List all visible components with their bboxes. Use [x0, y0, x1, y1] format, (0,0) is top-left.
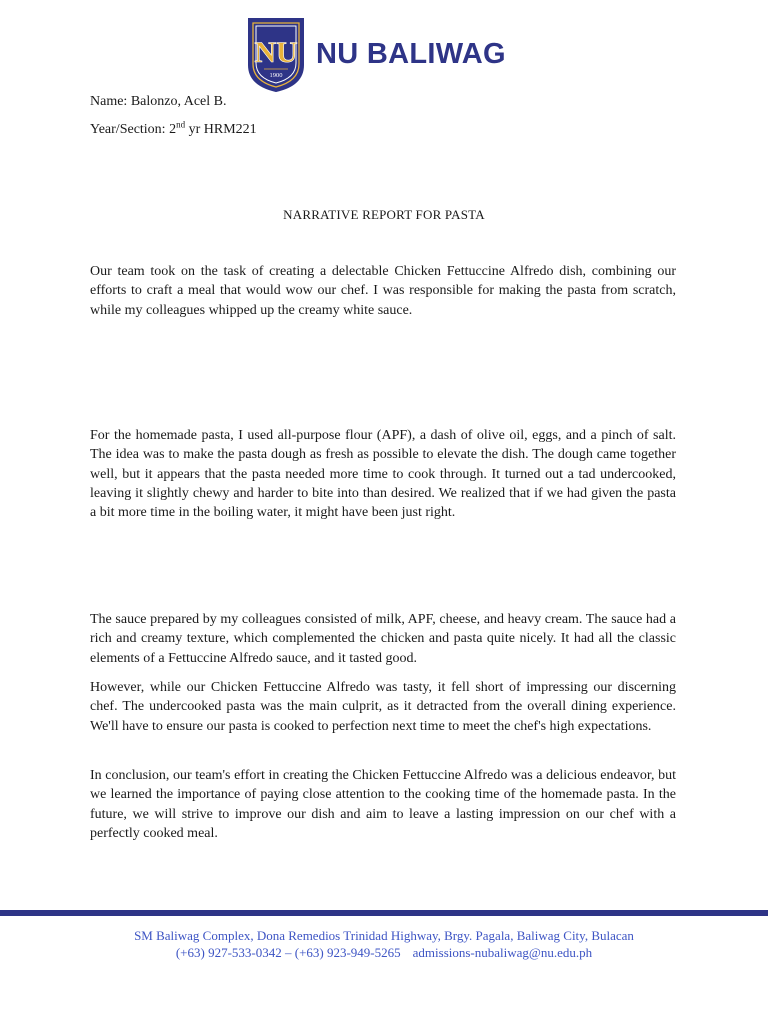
paragraph-sauce: The sauce prepared by my colleagues consisted of milk, APF, cheese, and heavy cream. The sauce had a rich and creamy texture, which complemented the chicken and pasta quite nicely. It had all the classic elements of a Fettuccine Alfredo sauce, and it tasted good.: [90, 612, 676, 666]
year-section-line: [90, 119, 257, 138]
year-suffix: nd: [176, 119, 186, 130]
name-label: Name:: [90, 94, 128, 109]
paragraph-pasta: For the homemade pasta, I used all-purpose flour (APF), a dash of olive oil, eggs, and a pinch of salt. The idea was to make the pasta dough as fresh as possible to elevate the dish. The dough came together well, but it appears that the pasta needed more time to cook through. It turned out a tad undercooked, leaving it slightly chewy and harder to bite into than desired. We realized that if we had given the pasta a bit more time in the boiling water, it might have been just right.: [90, 428, 676, 521]
brand-name: NU BALIWAG: [316, 37, 506, 70]
footer-divider: [0, 910, 768, 916]
paragraph-intro: Our team took on the task of creating a delectable Chicken Fettuccine Alfredo dish, combining our efforts to craft a meal that would wow our chef. I was responsible for making the pasta from scratch, while my colleagues whipped up the creamy white sauce.: [90, 264, 676, 318]
svg-text:NU: NU: [254, 36, 298, 69]
footer-address: SM Baliwag Complex, Dona Remedios Trinidad Highway, Brgy. Pagala, Baliwag City, Bulacan: [134, 928, 634, 943]
footer-phones: (+63) 927-533-0342 – (+63) 923-949-5265: [175, 945, 401, 960]
paragraph-critique: However, while our Chicken Fettuccine Alfredo was tasty, it fell short of impressing our discerning chef. The undercooked pasta was the main culprit, as it detracted from the overall dining experience. We'll have to ensure our pasta is cooked to perfection next time to meet the chef's high expectations.: [90, 680, 676, 734]
paragraph-conclusion: In conclusion, our team's effort in creating the Chicken Fettuccine Alfredo was a delicious endeavor, but we learned the importance of paying close attention to the cooking time of the homemade pasta. In the future, we will strive to improve our dish and aim to leave a lasting impression on our chef with a perfectly cooked meal.: [90, 768, 676, 841]
student-name-line: [90, 94, 226, 110]
nu-shield-logo-icon: [246, 15, 306, 93]
footer-email: admissions-nubaliwag@nu.edu.ph: [412, 945, 593, 960]
footer-contact: [0, 945, 768, 961]
section-value: yr HRM221: [188, 122, 257, 137]
svg-text:1900: 1900: [269, 72, 283, 79]
report-title: NARRATIVE REPORT FOR PASTA: [283, 207, 485, 222]
section-label: Year/Section:: [90, 122, 166, 137]
letterhead: [246, 14, 506, 94]
name-value: Balonzo, Acel B.: [130, 94, 227, 109]
year-number: 2: [169, 122, 177, 137]
